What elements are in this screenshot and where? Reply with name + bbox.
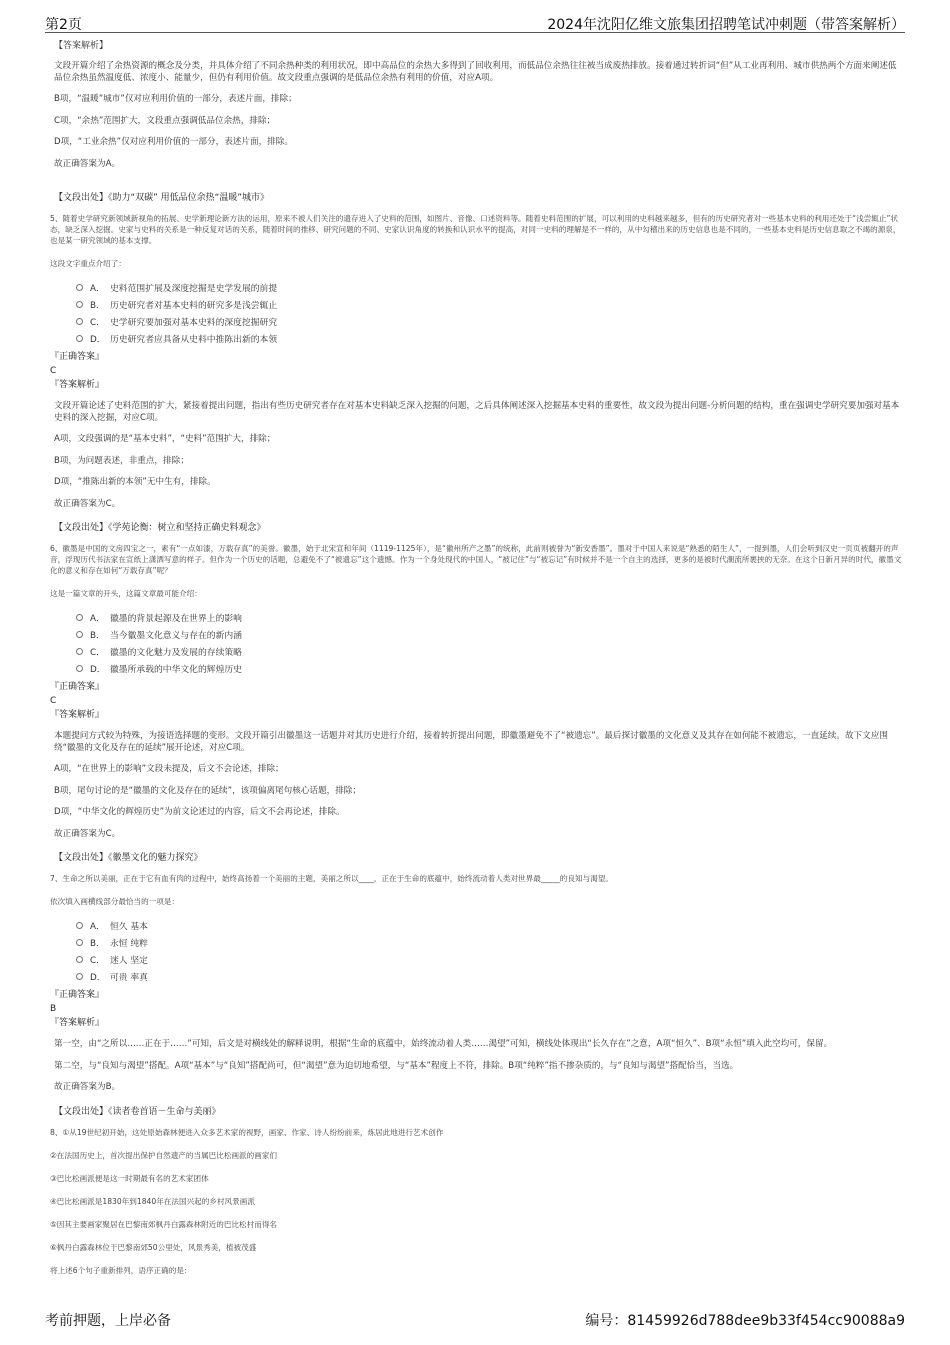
analysis-tag: 『答案解析』 (50, 710, 105, 720)
analysis-option-b: B项，为问题表述，非重点，排除； (54, 455, 189, 466)
radio-icon[interactable] (76, 922, 83, 929)
radio-icon[interactable] (76, 335, 83, 342)
radio-icon[interactable] (76, 284, 83, 291)
option-b[interactable] (76, 934, 905, 951)
option-d[interactable] (76, 330, 905, 347)
radio-icon[interactable] (76, 665, 83, 672)
option-text: 迷人 坚定 (110, 956, 148, 966)
page-footer (45, 1310, 905, 1330)
analysis-option-d: D项，“推陈出新的本领”无中生有，排除。 (54, 477, 216, 487)
analysis-option-a: A项，“在世界上的影响”文段未提及，后文不会论述，排除； (54, 764, 284, 774)
option-letter: D． (90, 335, 106, 345)
passage-source: 【文段出处】《助力“双碳” 用低品位余热“温暖”城市》 (54, 193, 270, 203)
analysis-option-d: D项，“工业余热”仅对应利用价值的一部分，表述片面，排除。 (54, 137, 293, 147)
option-c[interactable] (76, 643, 905, 660)
option-letter: A． (90, 284, 105, 294)
page-number: 第2页 (45, 17, 82, 33)
option-text: 可贵 率真 (110, 973, 148, 983)
answer-value: C (50, 366, 57, 376)
option-letter: C． (90, 956, 105, 966)
sentence-item: ③巴比松画派便是这一时期最有名的艺术家团体 (50, 1173, 209, 1183)
page-content (50, 40, 905, 1288)
option-text: 徽墨的背景起源及在世界上的影响 (110, 614, 242, 624)
sentence-item: ④巴比松画派是1830年到1840年在法国兴起的乡村风景画派 (50, 1196, 255, 1206)
option-letter: C． (90, 318, 105, 328)
answer-tag: 『正确答案』 (50, 682, 105, 692)
option-text: 恒久 基本 (110, 922, 148, 932)
question-6-options (76, 609, 905, 677)
answer-value: C (50, 696, 57, 706)
radio-icon[interactable] (76, 973, 83, 980)
option-d[interactable] (76, 968, 905, 985)
radio-icon[interactable] (76, 631, 83, 638)
option-c[interactable] (76, 951, 905, 968)
radio-icon[interactable] (76, 614, 83, 621)
question-8-prompt: 将上述6个句子重新排列，语序正确的是： (50, 1265, 192, 1275)
answer-value: B (50, 1004, 57, 1014)
analysis-option-b: B项，“温暖”城市”仅对应利用价值的一部分，表述片面，排除； (54, 94, 297, 104)
passage-source: 【文段出处】《徽墨文化的魅力探究》 (54, 853, 203, 863)
document-code: 编号：81459926d788dee9b33f454cc90088a9 (585, 1313, 905, 1329)
analysis-tag: 『答案解析』 (50, 1018, 105, 1028)
answer-tag: 『正确答案』 (50, 990, 105, 1000)
analysis-tag: 『答案解析』 (50, 380, 105, 390)
analysis-text: 第二空，与“良知与渴望”搭配。A项“基本”与“良知”搭配尚可，但“渴望”意为迫切地希望，与“基本”程度上不符，排除。B项“纯粹”指不掺杂质的，与“良知与渴望”搭配恰当，当选。 (54, 1060, 739, 1071)
page-header (45, 12, 905, 33)
radio-icon[interactable] (76, 301, 83, 308)
analysis-option-a: A项，文段强调的是“基本史料”，“史料”范围扩大，排除； (54, 434, 276, 444)
question-6-text: 6、徽墨是中国的文房四宝之一，素有“一点如漆，万载存真”的美誉。徽墨，始于北宋宣和年间（1119-1125年），是“徽州所产之墨”的统称，此前则被誉为“新安香墨”。墨对于中国人来说是“熟悉的陌生人”，一提到墨，人们会听到汉史一页页被翻开的声音，浮现历代书法家在宣纸上潇洒写意的样子。但作为一个历史的话题，总避免不了“被遗忘”这个遗憾。作为一个身处现代的中国人，“被记住”与“被忘记”有时候并不是一个自主的选择，更多的是被时代潮流所裹挟的无奈。在这个日新月异的时代，徽墨文化的意义和存在如何“万载存真”呢？ (50, 544, 902, 575)
answer-tag: 『正确答案』 (50, 352, 105, 362)
analysis-text: 本题提问方式较为特殊，为接语选择题的变形。文段开篇引出徽墨这一话题并对其历史进行介绍，接着转折提出问题，即徽墨避免不了“被遗忘”。最后探讨徽墨的文化意义及其存在如何能不被遗忘，一直延续。故下文应围绕“徽墨的文化及存在的延续”展开论述，对应C项。 (54, 731, 888, 753)
option-letter: D． (90, 973, 106, 983)
option-text: 徽墨所承载的中华文化的辉煌历史 (110, 665, 242, 675)
radio-icon[interactable] (76, 956, 83, 963)
option-text: 历史研究者对基本史料的研究多是浅尝辄止 (110, 301, 278, 311)
analysis-conclusion: 故正确答案为C。 (54, 828, 121, 839)
document-title: 2024年沈阳亿维文旅集团招聘笔试冲刺题（带答案解析） (547, 17, 905, 33)
question-7-options (76, 917, 905, 985)
analysis-text: 第一空，由“之所以……正在于……”可知，后文是对横线处的解释说明，根据“生命的底蕴中，始终流动着人类……渴望”可知，横线处体现出“长久存在”之意，A项“恒久”、B项“永恒”填入此空均可，保留。 (54, 1039, 833, 1049)
option-c[interactable] (76, 313, 905, 330)
option-text: 史学研究要加强对基本史料的深度挖掘研究 (110, 318, 278, 328)
option-a[interactable] (76, 279, 905, 296)
question-5-text: 5、随着史学研究新领域新视角的拓展、史学新理论新方法的运用，原来不被人们关注的遗存进入了史料的范围，如图片、音像、口述资料等。随着史料范围的扩展，可以利用的史料越来越多，但有的历史研究者对一些基本史料的利用还处于“浅尝辄止”状态，缺乏深入挖掘。史家与史料的关系是一种反复对话的关系，随着时间的推移、研究问题的不同、史家认识角度的转换和认识水平的提高，对同一史料的理解是不一样的，从中勾稽出来的历史信息也是不同的，一些基本史料是历史信息取之不竭的源泉，也是某一研究领域的基本支撑。 (50, 214, 901, 245)
question-5-options (76, 279, 905, 347)
analysis-option-d: D项，“中华文化的辉煌历史”为前文论述过的内容，后文不会再论述，排除。 (54, 807, 345, 817)
option-a[interactable] (76, 917, 905, 934)
option-a[interactable] (76, 609, 905, 626)
passage-source: 【文段出处】《学苑论衡：树立和坚持正确史料观念》 (54, 523, 266, 533)
option-letter: A． (90, 614, 105, 624)
option-b[interactable] (76, 626, 905, 643)
analysis-text: 文段开篇论述了史料范围的扩大，紧接着提出问题，指出有些历史研究者存在对基本史料缺乏深入挖掘的问题，之后具体阐述深入挖掘基本史料的重要性，故文段为提出问题-分析问题的结构，重在强调史学研究要加强对基本史料的深入挖掘，对应C项。 (54, 401, 900, 423)
analysis-conclusion: 故正确答案为B。 (54, 1082, 121, 1092)
option-b[interactable] (76, 296, 905, 313)
passage-source: 【文段出处】《读者卷首语－生命与美丽》 (54, 1106, 221, 1117)
footer-slogan: 考前押题，上岸必备 (45, 1313, 171, 1329)
option-letter: C． (90, 648, 105, 658)
sentence-item: ②在法国历史上，首次提出保护自然遗产的当属巴比松画派的画家们 (50, 1150, 278, 1160)
analysis-text: 文段开篇介绍了余热资源的概念及分类，并具体介绍了不同余热种类的利用状况，即中高品位的余热大多得到了回收利用，而低品位余热往往被当成废热排放。接着通过转折词“但”从工业再利用、城市供热两个方面来阐述低品位余热虽然温度低、浓度小、能量少，但仍有利用价值。故文段重点强调的是低品位余热有利用的价值，对应A项。 (54, 61, 897, 83)
option-text: 历史研究者应具备从史料中推陈出新的本领 (110, 335, 278, 345)
option-text: 徽墨的文化魅力及发展的存续策略 (110, 648, 242, 658)
option-text: 史料范围扩展及深度挖掘是史学发展的前提 (110, 284, 278, 294)
question-7-prompt: 依次填入画横线部分最恰当的一项是： (50, 897, 180, 906)
radio-icon[interactable] (76, 648, 83, 655)
option-text: 当今徽墨文化意义与存在的新内涵 (110, 631, 242, 641)
option-text: 永恒 纯粹 (110, 939, 148, 949)
sentence-item: ⑥枫丹白露森林位于巴黎南郊50公里处，风景秀美，植被茂盛 (50, 1242, 257, 1252)
option-letter: B． (90, 301, 105, 311)
analysis-option-c: C项，“余热”范围扩大，文段重点强调低品位余热，排除； (54, 115, 276, 126)
question-5-prompt: 这段文字重点介绍了： (50, 259, 126, 268)
option-letter: A． (90, 922, 105, 932)
analysis-conclusion: 故正确答案为C。 (54, 498, 121, 509)
analysis-tag: 【答案解析】 (54, 41, 109, 51)
option-letter: D． (90, 665, 106, 675)
sentence-item: ⑤因其主要画家聚居在巴黎南郊枫丹白露森林附近的巴比松村而得名 (50, 1219, 278, 1229)
option-letter: B． (90, 631, 105, 641)
option-d[interactable] (76, 660, 905, 677)
radio-icon[interactable] (76, 939, 83, 946)
sentence-item: 8、①从19世纪初开始，这处原始森林便进入众多艺术家的视野，画家、作家、诗人纷纷前来，炼居此地进行艺术创作 (50, 1127, 444, 1137)
analysis-option-b: B项，尾句讨论的是“徽墨的文化及存在的延续”，该项偏离尾句核心话题，排除； (54, 785, 361, 796)
question-6-prompt: 这是一篇文章的开头，这篇文章最可能介绍： (50, 589, 202, 598)
question-7-text: 7、生命之所以美丽，正在于它有血有肉的过程中，始终高扬着一个美丽的主题，美丽之所以____，正在于生命的底蕴中，始终流动着人类对世界最_____的良知与渴望。 (50, 874, 613, 883)
option-letter: B． (90, 939, 105, 949)
analysis-conclusion: 故正确答案为A。 (54, 158, 121, 169)
radio-icon[interactable] (76, 318, 83, 325)
